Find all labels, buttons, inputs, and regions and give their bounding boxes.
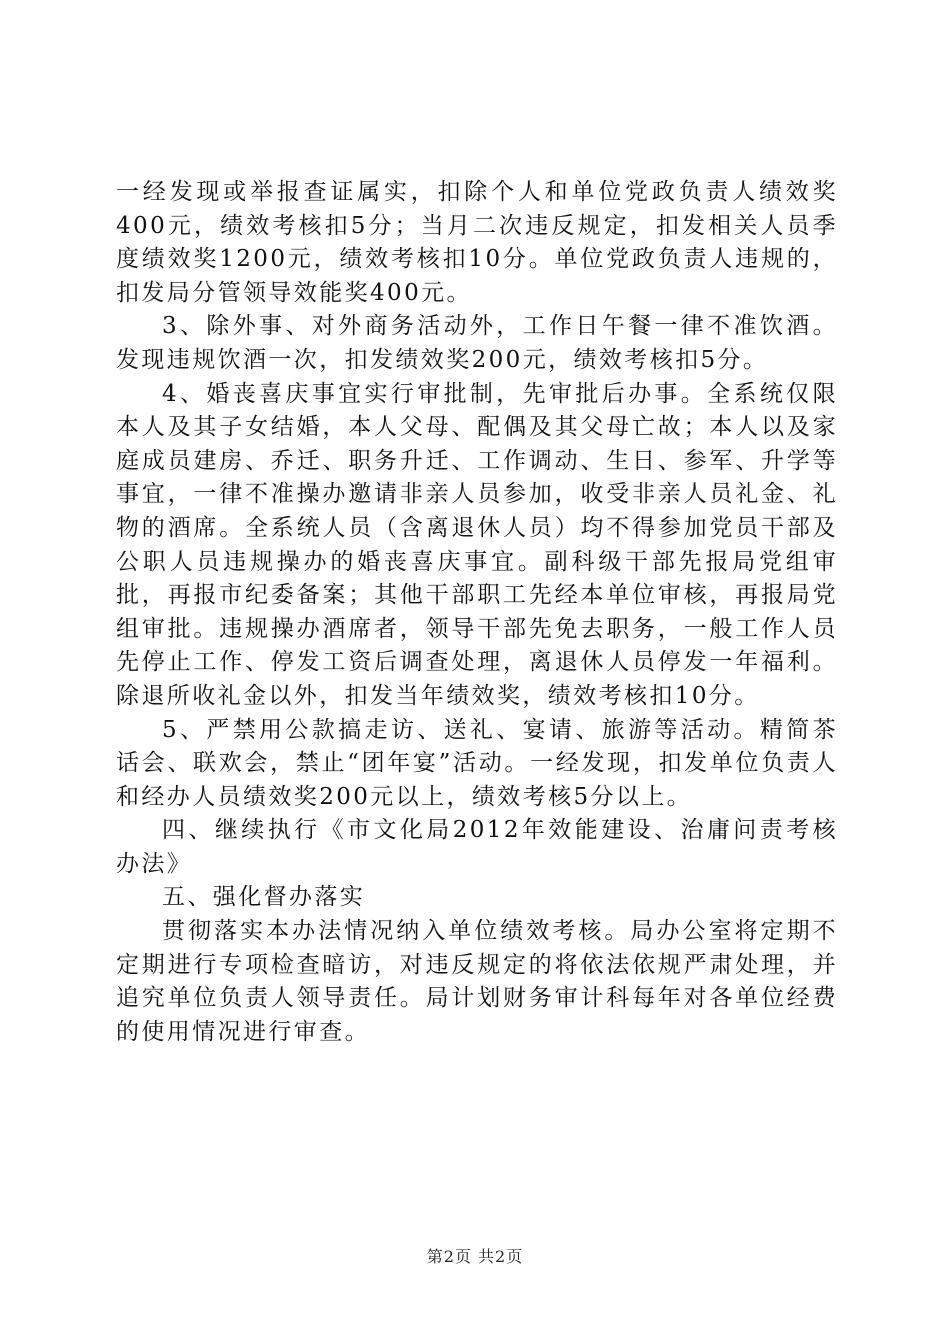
document-body — [116, 176, 838, 1049]
paragraph-item-3: 3、除外事、对外商务活动外，工作日午餐一律不准饮酒。发现违规饮酒一次，扣发绩效奖200元，绩效考核扣5分。 — [116, 313, 838, 373]
paragraph-item-4: 4、婚丧喜庆事宜实行审批制，先审批后办事。全系统仅限本人及其子女结婚，本人父母、配偶及其父母亡故；本人以及家庭成员建房、乔迁、职务升迁、工作调动、生日、参军、升学等事宜，一律不准操办邀请非亲人员参加，收受非亲人员礼金、礼物的酒席。全系统人员（含离退休人员）均不得参加党员干部及公职人员违规操办的婚丧喜庆事宜。副科级干部先报局党组审批，再报市纪委备案；其他干部职工先经本单位审核，再报局党组审批。违规操办酒席者，领导干部先免去职务，一般工作人员先停止工作、停发工资后调查处理，离退休人员停发一年福利。除退所收礼金以外，扣发当年绩效奖，绩效考核扣10分。 — [116, 380, 838, 709]
page-number-footer: 第2页 共2页 — [426, 1247, 524, 1266]
paragraph-item-5: 5、严禁用公款搞走访、送礼、宴请、旅游等活动。精简茶话会、联欢会，禁止“团年宴”活动。一经发现，扣发单位负责人和经办人员绩效奖200元以上，绩效考核5分以上。 — [116, 716, 838, 810]
section-heading-4: 四、继续执行《市文化局2012年效能建设、治庸问责考核办法》 — [116, 817, 838, 877]
section-heading-5: 五、强化督办落实 — [162, 884, 366, 911]
paragraph-continuation: 一经发现或举报查证属实，扣除个人和单位党政负责人绩效奖400元，绩效考核扣5分；当月二次违反规定，扣发相关人员季度绩效奖1200元，绩效考核扣10分。单位党政负责人违规的，扣发局分管领导效能奖400元。 — [116, 179, 838, 306]
paragraph-supervision: 贯彻落实本办法情况纳入单位绩效考核。局办公室将定期不定期进行专项检查暗访，对违反规定的将依法依规严肃处理，并追究单位负责人领导责任。局计划财务审计科每年对各单位经费的使用情况进行审查。 — [116, 918, 838, 1045]
